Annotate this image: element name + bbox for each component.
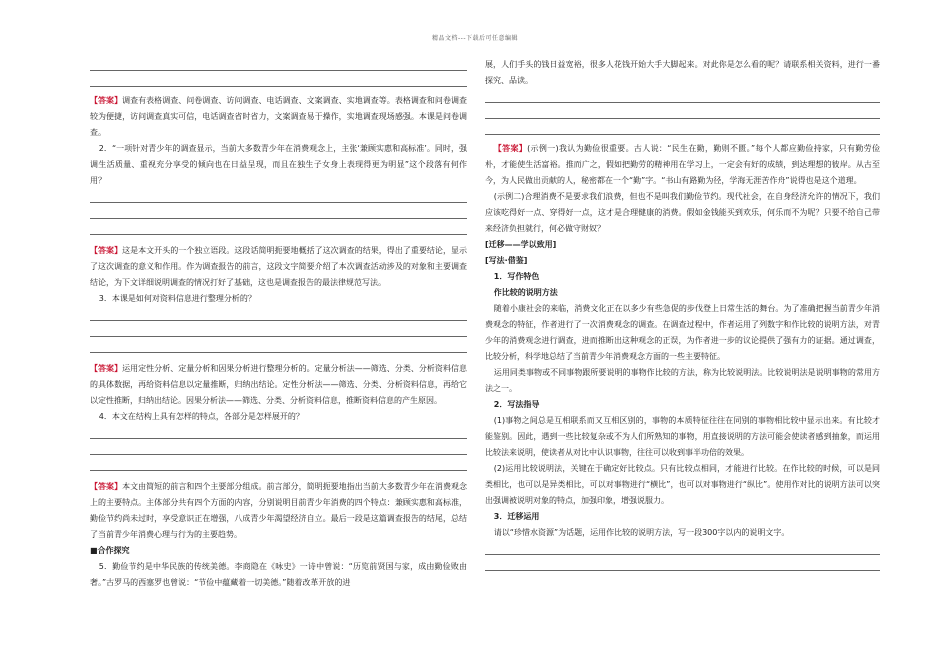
section-cooperation: ■合作探究 bbox=[90, 546, 130, 555]
answer-text: 调查有表格调查、问卷调查、访问调查、电话调查、文案调查、实地调查等。表格调查和问卷调查较为便捷，访问调查真实可信，电话调查省时省力，文案调查易于操作，实地调查现场感强。本课是问卷调查。 bbox=[90, 96, 468, 137]
q5-answer-a bbox=[485, 141, 880, 189]
q1-answer bbox=[90, 93, 467, 141]
q5-question-start: 5．勤俭节约是中华民族的传统美德。李商隐在《咏史》一诗中曾说：“历览前贤国与家，成由勤俭败由奢。”古罗马的西塞罗也曾说：“节俭中蕴藏着一切美德。”随着改革开放的进 bbox=[90, 562, 467, 587]
answer-text: (示例一)我认为勤俭很重要。古人说：“民生在勤，勤则不匮。”每个人都应勤俭持家，只有勤劳俭朴，才能使生活富裕。推而广之，假如把勤劳的精神用在学习上，一定会有好的成绩，到达理想的彼岸。从古至今，为人民做出贡献的人，秘密都在一个“勤”字。“书山有路勤为径，学海无涯苦作舟”说得也是这个道理。 bbox=[485, 144, 881, 185]
answer-line[interactable] bbox=[485, 557, 880, 571]
section-transfer: [迁移——学以致用] bbox=[485, 240, 557, 249]
answer-text: 运用定性分析、定量分析和因果分析进行整理分析的。定量分析法——筛选、分类、分析资料信息的具体数据，再给资料信息以定量推断，归纳出结论。定性分析法——筛选、分类、分析资料信息，再给它以定性推断，归纳出结论。因果分析法——筛选、分类、分析资料信息，推断资料信息的产生原因。 bbox=[90, 364, 468, 405]
heading-writing-feature: 1．写作特色 bbox=[493, 272, 540, 281]
answer-label: 【答案】 bbox=[90, 364, 123, 373]
left-column bbox=[90, 57, 467, 591]
right-column bbox=[485, 57, 880, 573]
answer-label: 【答案】 bbox=[493, 144, 528, 153]
answer-line[interactable] bbox=[485, 89, 880, 103]
answer-line[interactable] bbox=[90, 339, 467, 353]
q5-question-cont: 展，人们手头的钱日益宽裕，很多人花钱开始大手大脚起来。对此你是怎么看的呢？请联系相关资料，进行一番探究、品读。 bbox=[485, 60, 880, 85]
paragraph-practice-prompt: 请以“珍惜水资源”为话题，运用作比较的说明方法，写一段300字以内的说明文字。 bbox=[493, 528, 790, 537]
answer-line[interactable] bbox=[485, 541, 880, 555]
q4-question: 4．本文在结构上具有怎样的特点，各部分是怎样展开的？ bbox=[98, 412, 304, 421]
page-header: 精品文档---下载后可任意编辑 bbox=[432, 35, 518, 42]
q4-answer bbox=[90, 479, 467, 543]
answer-line[interactable] bbox=[90, 457, 467, 471]
q2-question: 2．“一项针对青少年的调查显示，当前大多数青少年在消费观念上，主张‘兼顾实惠和高标准’。同时，强调生活质量、重视充分享受的倾向也在日益呈现，而且在独生子女身上表现得更为明显”这个段落有何作用？ bbox=[90, 144, 467, 185]
answer-label: 【答案】 bbox=[90, 246, 123, 255]
answer-line[interactable] bbox=[90, 323, 467, 337]
answer-label: 【答案】 bbox=[90, 96, 123, 105]
q5-answer-b: (示例二)合理消费不是要求我们浪费，但也不是叫我们勤俭节约。现代社会，在自身经济允许的情况下，我们应该吃得好一点、穿得好一点，这才是合理健康的消费。假如金钱能买到欢乐，何乐而不为呢？只要不给自己带来经济负担就行，何必做守财奴？ bbox=[485, 192, 880, 233]
paragraph-guide-2: (2)运用比较说明法，关键在于确定好比较点。只有比较点相同，才能进行比较。在作比较的时候，可以是同类相比，也可以是异类相比，可以对事物进行“横比”，也可以对事物进行“纵比”。使用作对比的说明方法可以突出强调被说明对象的特点，加强印象，增强说服力。 bbox=[485, 464, 880, 505]
paragraph-feature: 随着小康社会的来临，消费文化正在以多少有些急促的步伐登上日常生活的舞台。为了准确把握当前青少年消费观念的特征，作者进行了一次消费观念的调查。在调查过程中，作者运用了列数字和作比较的说明方法，对青少年的消费观念进行调查，进而推断出这种观念的正误，为作者进一步的议论提供了强有力的证据。通过调查，比较分析，科学地总结了当前青少年消费观念方面的一些主要特征。 bbox=[485, 304, 880, 361]
answer-text: 这是本文开头的一个独立语段。这段话简明扼要地概括了这次调查的结果，得出了重要结论，显示了这次调查的意义和作用。作为调查报告的前言，这段文字简要介绍了本次调查活动涉及的对象和主要调查结论，为下文详细说明调查的情况打好了基础，这也是调查报告的最法律规范写法。 bbox=[90, 246, 468, 287]
paragraph-definition: 运用同类事物或不同事物跟所要说明的事物作比较的方法，称为比较说明法。比较说明法是说明事物的常用方法之一。 bbox=[485, 368, 880, 393]
q3-question: 3．本课是如何对资料信息进行整理分析的？ bbox=[98, 294, 256, 303]
q2-answer bbox=[90, 243, 467, 291]
answer-line[interactable] bbox=[90, 441, 467, 455]
q3-answer bbox=[90, 361, 467, 409]
answer-line[interactable] bbox=[90, 73, 467, 87]
answer-line[interactable] bbox=[485, 105, 880, 119]
answer-line[interactable] bbox=[90, 425, 467, 439]
answer-line[interactable] bbox=[90, 221, 467, 235]
answer-label: 【答案】 bbox=[90, 482, 123, 491]
heading-comparison-method: 作比较的说明方法 bbox=[493, 288, 558, 297]
answer-text: 本文由简短的前言和四个主要部分组成。前言部分，简明扼要地指出当前大多数青少年在消费观念上的主要特点。主体部分共有四个方面的内容，分别说明目前青少年消费的四个特点：兼顾实惠和高标准，勤俭节约尚未过时，享受意识正在增强，八成青少年渴望经济自立。最后一段是这篇调查报告的结尾，总结了当前青少年消费心理与行为的主要趋势。 bbox=[90, 482, 468, 539]
answer-line[interactable] bbox=[90, 57, 467, 71]
paragraph-guide-1: (1)事物之间总是互相联系而又互相区别的，事物的本质特征往往在同别的事物相比较中显示出来。有比较才能鉴别。因此，遇到一些比较复杂或不为人们所熟知的事物，用直接说明的方法可能会使读者感到抽象，而运用比较法来说明，使读者从对比中认识事物，往往可以收到事半功倍的效果。 bbox=[485, 416, 880, 457]
answer-line[interactable] bbox=[485, 121, 880, 135]
heading-writing-guide: 2．写法指导 bbox=[493, 400, 540, 409]
answer-line[interactable] bbox=[90, 189, 467, 203]
heading-transfer-practice: 3．迁移运用 bbox=[493, 512, 540, 521]
answer-line[interactable] bbox=[90, 307, 467, 321]
answer-line[interactable] bbox=[90, 205, 467, 219]
section-writing: [写法·借鉴] bbox=[485, 256, 528, 265]
